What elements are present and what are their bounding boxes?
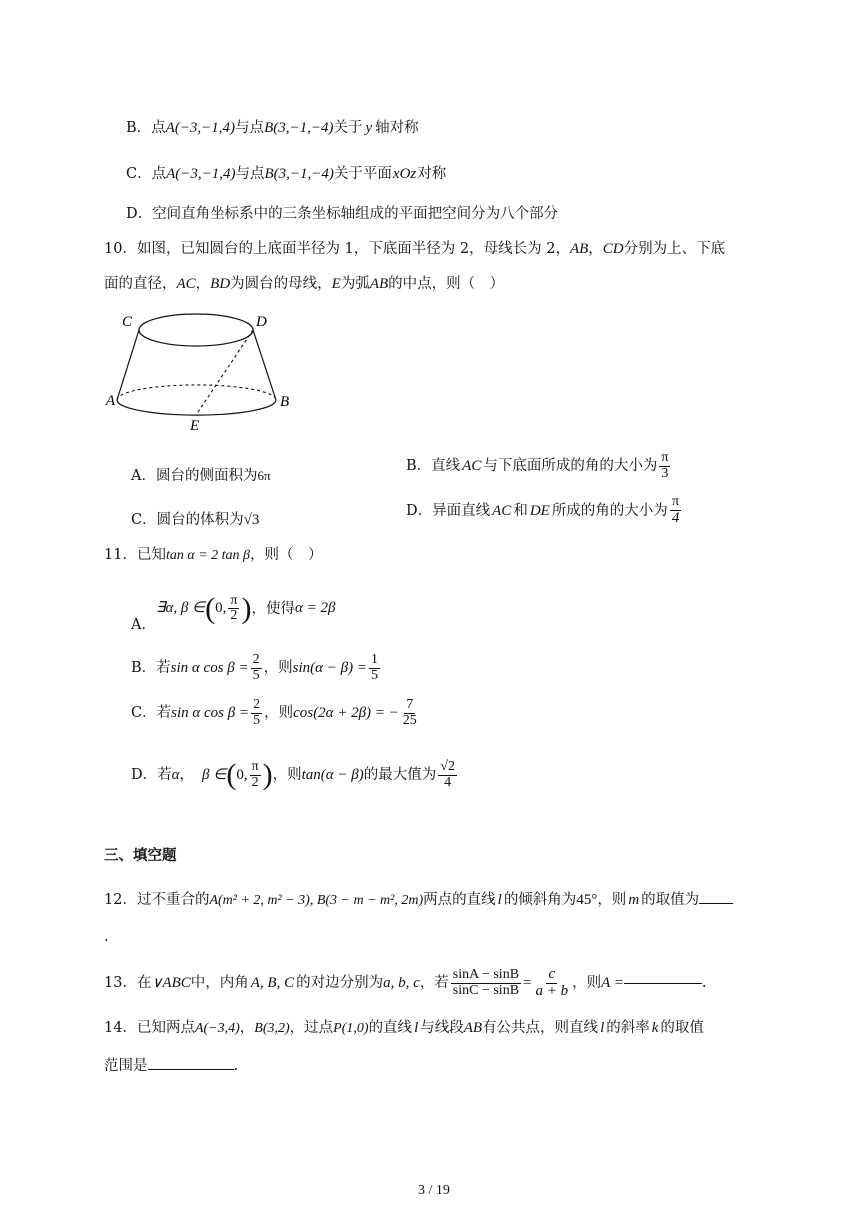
label-c: C xyxy=(121,314,132,330)
q14-point-b: B(3,2) xyxy=(254,1021,290,1036)
frac-num: π xyxy=(661,449,669,465)
q13-f: . xyxy=(701,974,707,991)
point-a: A(−3,−1,4) xyxy=(165,120,236,136)
q11-a-expr: ∃α, β ∈ xyxy=(155,600,206,617)
q12-l: l xyxy=(497,892,502,908)
q11-d-sep: ， xyxy=(179,766,195,783)
q11-b-mid: ，则 xyxy=(263,659,293,676)
frac-den: sinC − sinB xyxy=(452,982,520,998)
q10-b-ac: AC xyxy=(462,457,482,474)
q10-option-b xyxy=(406,446,672,486)
q12-points: A(m² + 2, m² − 3), B(3 − m − m², 2m) xyxy=(209,893,424,908)
q11-a-label: A． xyxy=(131,616,156,633)
q14-b: ，过点 xyxy=(289,1020,334,1036)
q13-answer-blank[interactable] xyxy=(624,983,702,984)
frac-den: a + b xyxy=(535,982,569,999)
q14-l: l xyxy=(414,1020,419,1036)
section-title: 三、填空题 xyxy=(104,848,177,864)
q9-option-c xyxy=(126,167,446,182)
frac-den: 4 xyxy=(444,774,452,790)
q10-l2a: 面的直径， xyxy=(104,276,177,292)
q11-option-a xyxy=(131,586,335,632)
q14-l2: l xyxy=(600,1020,605,1036)
q10-e: E xyxy=(331,276,341,292)
q11-b-cond: sin α cos β = xyxy=(170,659,249,676)
q12-answer-blank[interactable] xyxy=(699,903,733,904)
q13-angles: A, B, C xyxy=(250,974,295,991)
q10-stem-line1 xyxy=(104,242,725,257)
q14-f: 的斜率 xyxy=(606,1020,650,1036)
q14-ab: AB xyxy=(463,1020,483,1036)
q14-k: k xyxy=(651,1020,659,1036)
q12-b: 两点的直线 xyxy=(423,892,496,908)
q11-a-expr-group xyxy=(155,591,336,625)
q13-c: 的对边分别为 xyxy=(296,974,384,991)
q10-ac: AC xyxy=(176,276,196,292)
q9-b-tail2: 轴对称 xyxy=(375,120,419,136)
q9-c-tail1: 关于平面 xyxy=(333,166,392,182)
q13-d: ，若 xyxy=(419,974,449,991)
q11-option-d xyxy=(131,752,459,798)
q12-angle: 45° xyxy=(576,892,598,908)
q14-g: 的取值 xyxy=(660,1020,704,1036)
q14-a: 14．已知两点 xyxy=(104,1020,195,1036)
q11-b-frac xyxy=(251,653,262,683)
q11-a-eq: α = 2β xyxy=(294,600,336,617)
q9-b-var: y xyxy=(365,120,373,136)
q12-e: 的取值为 xyxy=(641,892,700,908)
q13-frac-right xyxy=(534,967,571,1000)
q12-d: ，则 xyxy=(597,892,627,908)
paren-close: ) xyxy=(241,591,252,625)
q9-c-mid: 与点 xyxy=(235,166,265,182)
q9-b-mid: 与点 xyxy=(235,120,265,136)
q14-point-p: P(1,0) xyxy=(333,1021,369,1036)
q10-option-d xyxy=(406,490,683,532)
label-b: B xyxy=(280,394,290,410)
q11-option-b xyxy=(131,648,382,688)
q10-d-ac: AC xyxy=(492,502,512,519)
q11-d-res: tan(α − β) xyxy=(301,766,364,783)
q9-c-tail2: 对称 xyxy=(417,166,447,182)
frustum-figure xyxy=(100,306,300,436)
q11-d-mid: ，则 xyxy=(272,766,302,783)
q9-c-label: C．点 xyxy=(126,166,167,182)
q12-c: 的倾斜角为 xyxy=(503,892,577,908)
frac-num: π xyxy=(230,592,238,608)
q11-c-res: cos(2α + 2β) = − xyxy=(293,704,399,721)
q11-stem-eq: tan α = 2 tan β xyxy=(165,548,251,563)
q11-d-a: α xyxy=(171,766,180,783)
q14-e: 有公共点，则直线 xyxy=(482,1020,599,1036)
frac-den: 5 xyxy=(252,667,260,683)
q10-l1sep: ， xyxy=(588,241,603,257)
frac-den: 4 xyxy=(671,509,680,526)
q11-option-c xyxy=(131,693,421,733)
label-e: E xyxy=(190,418,200,434)
label-a: A xyxy=(105,393,115,409)
q14-dot: . xyxy=(233,1058,239,1074)
q11-d-frac xyxy=(250,760,261,790)
q10-d-text: D．异面直线 xyxy=(406,502,491,519)
q10-option-c xyxy=(131,513,259,528)
q10-b-text: B．直线 xyxy=(406,457,461,474)
frac-den: 2 xyxy=(230,608,238,624)
q10-cd: CD xyxy=(602,241,624,257)
paren-open: ( xyxy=(226,758,237,791)
q14-line2-text: 范围是 xyxy=(104,1058,148,1074)
frac-den: 25 xyxy=(402,712,417,728)
frac-num: π xyxy=(672,494,680,510)
page-number: 3 / 19 xyxy=(418,1183,450,1198)
q11-a-mid: ，使得 xyxy=(251,600,295,617)
q10-d-and: 和 xyxy=(513,502,528,519)
q13-sides: a, b, c xyxy=(383,974,420,991)
q11-a-int: 0, xyxy=(215,600,227,617)
q13-eq: = xyxy=(523,974,532,991)
top-ellipse xyxy=(139,314,253,346)
q10-l2b: 为圆台的母线， xyxy=(230,276,332,292)
frac-num: 1 xyxy=(370,651,378,667)
segment-de xyxy=(196,330,253,415)
q13-b: 中，内角 xyxy=(190,974,249,991)
q11-stem-a: 11．已知 xyxy=(104,547,166,563)
frac-num: √2 xyxy=(440,758,455,774)
frac-den: 5 xyxy=(253,712,261,728)
q11-c-cond: sin α cos β = xyxy=(171,704,250,721)
generatrix-bd xyxy=(253,330,276,400)
point-b: B(3,−1,−4) xyxy=(264,166,334,182)
q13-a-eq: A = xyxy=(601,974,624,991)
q11-d-tail: 的最大值为 xyxy=(363,766,437,783)
q10-bd: BD xyxy=(210,276,231,292)
q14-d: 与线段 xyxy=(420,1020,464,1036)
q9-c-var: xOz xyxy=(392,166,417,182)
q10-ab: AB xyxy=(569,241,589,257)
q14-sep: ， xyxy=(239,1020,255,1036)
q14-answer-blank[interactable] xyxy=(148,1069,234,1070)
q10-l2d: 的中点，则（ ） xyxy=(388,276,505,292)
bottom-ellipse-front xyxy=(117,400,276,415)
q9-option-b xyxy=(126,121,419,136)
q12-line1 xyxy=(104,893,733,908)
q10-stem-line2 xyxy=(104,277,504,292)
q10-c-val: √3 xyxy=(243,512,260,528)
q12-a: 12．过不重合的 xyxy=(104,892,210,908)
q11-c-frac xyxy=(251,698,262,728)
q11-d-label: D．若 xyxy=(131,766,172,783)
q11-b-res: sin(α − β) = xyxy=(292,659,367,676)
q10-l1b: 分别为上、下底 xyxy=(623,241,726,257)
q11-d-rfrac xyxy=(438,760,457,790)
frac-den: 5 xyxy=(370,667,378,683)
q11-d-int: 0, xyxy=(236,766,248,783)
q10-d-de: DE xyxy=(529,502,550,519)
q11-c-rfrac xyxy=(401,698,419,728)
point-a: A(−3,−1,4) xyxy=(166,166,236,182)
q9-b-tail1: 关于 xyxy=(333,120,363,136)
bottom-ellipse-back xyxy=(117,385,276,400)
q14-line1 xyxy=(104,1021,704,1036)
q12-period: . xyxy=(104,929,109,945)
q11-stem-b: ，则（ ） xyxy=(250,547,323,563)
q10-l2c: 为弧 xyxy=(340,276,370,292)
frac-num: sinA − sinB xyxy=(452,966,520,982)
q13-e: ，则 xyxy=(572,974,602,991)
q10-d-text2: 所成的角的大小为 xyxy=(551,502,668,519)
q12-m: m xyxy=(628,892,640,908)
q10-d-frac xyxy=(670,495,682,526)
frac-num: 2 xyxy=(252,651,260,667)
q13-line xyxy=(104,960,707,1006)
q11-stem xyxy=(104,548,323,563)
q11-a-frac xyxy=(228,594,239,624)
q10-l1a: 10．如图，已知圆台的上底面半径为 1，下底面半径为 2，母线长为 2， xyxy=(104,241,570,257)
q11-b-label: B．若 xyxy=(131,659,171,676)
q10-a-text: A．圆台的侧面积为 xyxy=(131,468,258,484)
frac-num: 2 xyxy=(253,696,261,712)
q10-arc-ab: AB xyxy=(369,276,389,292)
q10-option-a xyxy=(131,469,271,484)
generatrix-ac xyxy=(117,330,139,400)
q9-b-label: B．点 xyxy=(126,120,166,136)
q14-c: 的直线 xyxy=(368,1020,413,1036)
q13-a: 13．在 xyxy=(104,974,152,991)
paren-close: ) xyxy=(262,758,273,791)
q11-c-mid: ，则 xyxy=(264,704,294,721)
q13-triangle: ∨ABC xyxy=(151,974,191,991)
point-b: B(3,−1,−4) xyxy=(264,120,334,136)
frac-num: 7 xyxy=(406,696,414,712)
frac-den: 3 xyxy=(661,465,669,481)
q10-b-frac xyxy=(659,451,670,481)
frac-den: 2 xyxy=(251,774,259,790)
q14-point-a: A(−3,4) xyxy=(194,1021,240,1036)
frac-num: π xyxy=(251,758,259,774)
q11-d-b: β ∈ xyxy=(202,766,227,783)
frac-num: c xyxy=(548,965,556,982)
q10-l2sep: ， xyxy=(195,276,211,292)
q11-c-label: C．若 xyxy=(131,704,172,721)
q10-c-text: C．圆台的体积为 xyxy=(131,512,244,528)
paren-open: ( xyxy=(205,591,216,625)
q10-a-val: 6π xyxy=(257,468,271,483)
q9-option-d: D．空间直角坐标系中的三条坐标轴组成的平面把空间分为八个部分 xyxy=(126,206,559,222)
q11-b-rfrac xyxy=(369,653,380,683)
q14-line2 xyxy=(104,1059,238,1074)
label-d: D xyxy=(256,314,267,330)
q10-b-text2: 与下底面所成的角的大小为 xyxy=(483,457,658,474)
q13-frac-left xyxy=(451,968,521,998)
